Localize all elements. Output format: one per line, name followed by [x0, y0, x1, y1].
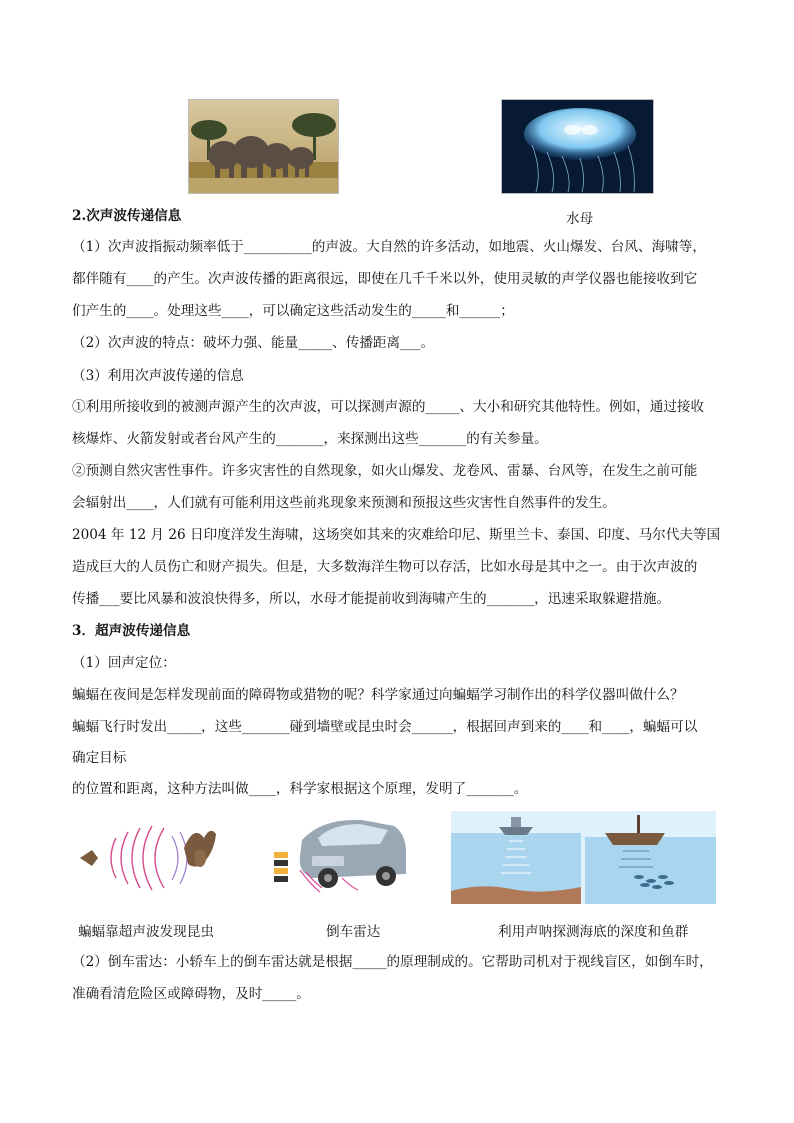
section2-line: 2004 年 12 月 26 日印度洋发生海啸，这场突如其来的灾难给印尼、斯里兰卡、泰国、印度、马尔代夫等国	[72, 527, 721, 543]
section2-line: 核爆炸、火箭发射或者台风产生的_______，来探测出这些_______的有关参量。	[72, 431, 548, 447]
jellyfish-photo	[501, 99, 654, 194]
section3-line: 确定目标	[72, 750, 127, 766]
section3-line: （1）回声定位：	[72, 655, 176, 671]
section3-after-line: 准确看清危险区或障碍物，及时_____。	[72, 986, 310, 1002]
bat-illustration	[76, 818, 224, 896]
section2-heading: 2.次声波传递信息	[72, 208, 182, 224]
elephants-photo	[188, 99, 339, 194]
jellyfish-illustration	[502, 100, 653, 193]
section2-line: （3）利用次声波传递的信息	[72, 368, 244, 384]
section2-line: （1）次声波指振动频率低于__________的声波。大自然的许多活动，如地震、火山爆发、台风、海啸等，	[72, 239, 706, 255]
car-radar-illustration	[262, 812, 410, 896]
section2-line: 们产生的____。处理这些____，可以确定这些活动发生的_____和______；	[72, 303, 514, 319]
section3-line: 的位置和距离，这种方法叫做____，科学家根据这个原理，发明了_______。	[72, 781, 528, 797]
section2-line: ①利用所接收到的被测声源产生的次声波，可以探测声源的_____、大小和研究其他特性。例如，通过接收	[72, 399, 705, 415]
section2-line: 造成巨大的人员伤亡和财产损失。但是，大多数海洋生物可以存活，比如水母是其中之一。由于次声波的	[72, 559, 698, 575]
section3-after-line: （2）倒车雷达：小轿车上的倒车雷达就是根据_____的原理制成的。它帮助司机对于视线盲区，如倒车时，	[72, 954, 713, 970]
section2-line: （2）次声波的特点：破坏力强、能量_____、传播距离___。	[72, 335, 435, 351]
jellyfish-caption: 水母	[566, 211, 594, 227]
sonar-illustration	[451, 811, 716, 904]
sonar-caption: 利用声呐探测海底的深度和鱼群	[498, 924, 689, 940]
section2-line: ②预测自然灾害性事件。许多灾害性的自然现象，如火山爆发、龙卷风、雷暴、台风等，在发生之前可能	[72, 463, 698, 479]
section3-line: 蝙蝠在夜间是怎样发现前面的障碍物或猎物的呢？科学家通过向蝙蝠学习制作出的科学仪器叫做什么？	[72, 687, 684, 703]
section3-line: 蝙蝠飞行时发出_____，这些_______碰到墙壁或昆虫时会______，根据回声到来的____和____，蝙蝠可以	[72, 719, 698, 735]
section2-line: 都伴随有____的产生。次声波传播的距离很远，即使在几千千米以外，使用灵敏的声学仪器也能接收到它	[72, 271, 698, 287]
section3-heading: 3．超声波传递信息	[72, 623, 191, 639]
section2-line: 传播___要比风暴和波浪快得多，所以，水母才能提前收到海啸产生的_______，迅速采取躲避措施。	[72, 591, 671, 607]
bat-caption: 蝙蝠靠超声波发现昆虫	[78, 924, 214, 940]
elephants-illustration	[189, 100, 338, 193]
section2-line: 会辐射出____，人们就有可能利用这些前兆现象来预测和预报这些灾害性自然事件的发生。	[72, 495, 616, 511]
car-caption: 倒车雷达	[326, 924, 381, 940]
